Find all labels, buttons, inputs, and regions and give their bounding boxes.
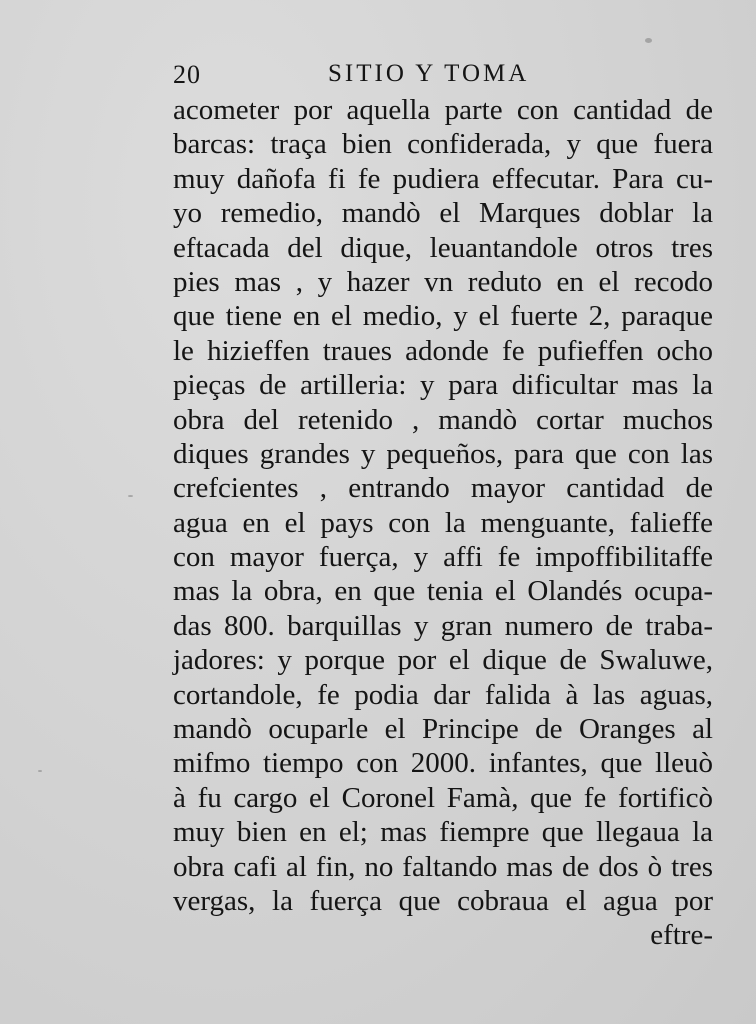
page-number: 20 bbox=[173, 60, 201, 89]
text-line: à fu cargo el Coronel Famà, que fe fortificò bbox=[173, 781, 713, 814]
text-line: mifmo tiempo con 2000. infantes, que lleuò bbox=[173, 747, 713, 780]
text-line: mandò ocuparle el Principe de Oranges al bbox=[173, 713, 713, 746]
text-line: pies mas , y hazer vn reduto en el recodo bbox=[173, 265, 713, 298]
text-line: crefcientes , entrando mayor cantidad de bbox=[173, 472, 713, 505]
text-line: obra cafi al fin, no faltando mas de dos ò tres bbox=[173, 850, 713, 883]
text-line: barcas: traça bien confiderada, y que fuera bbox=[173, 128, 713, 161]
text-line: pieças de artilleria: y para dificultar mas la bbox=[173, 369, 713, 402]
text-line: cortandole, fe podia dar falida à las aguas, bbox=[173, 678, 713, 711]
text-line: vergas, la fuerça que cobraua el agua por bbox=[173, 884, 713, 917]
text-line: acometer por aquella parte con cantidad de bbox=[173, 94, 713, 126]
text-line: jadores: y porque por el dique de Swaluwe, bbox=[173, 644, 713, 677]
text-line: eftacada del dique, leuantandole otros tres bbox=[173, 231, 713, 264]
paper-speck bbox=[645, 38, 652, 43]
text-line: mas la obra, en que tenia el Olandés ocupa- bbox=[173, 575, 713, 608]
text-line: yo remedio, mandò el Marques doblar la bbox=[173, 197, 713, 230]
text-line: con mayor fuerça, y affi fe impoffibilitaffe bbox=[173, 541, 713, 574]
text-line: das 800. barquillas y gran numero de traba- bbox=[173, 609, 713, 642]
text-line: muy dañofa fi fe pudiera effecutar. Para cu- bbox=[173, 162, 713, 195]
text-line: le hizieffen traues adonde fe pufieffen ocho bbox=[173, 334, 713, 367]
running-head: SITIO Y TOMA bbox=[328, 60, 530, 87]
text-line: obra del retenido , mandò cortar muchos bbox=[173, 403, 713, 436]
text-line: que tiene en el medio, y el fuerte 2, paraque bbox=[173, 300, 713, 333]
text-line: diques grandes y pequeños, para que con las bbox=[173, 437, 713, 470]
paper-speck bbox=[38, 770, 42, 772]
catchword: eftre- bbox=[650, 919, 713, 952]
text-line: muy bien en el; mas fiempre que llegaua la bbox=[173, 816, 713, 849]
paper-speck bbox=[128, 495, 133, 497]
text-line: agua en el pays con la menguante, falieffe bbox=[173, 506, 713, 539]
page-header bbox=[0, 60, 756, 94]
body-text bbox=[173, 93, 713, 953]
